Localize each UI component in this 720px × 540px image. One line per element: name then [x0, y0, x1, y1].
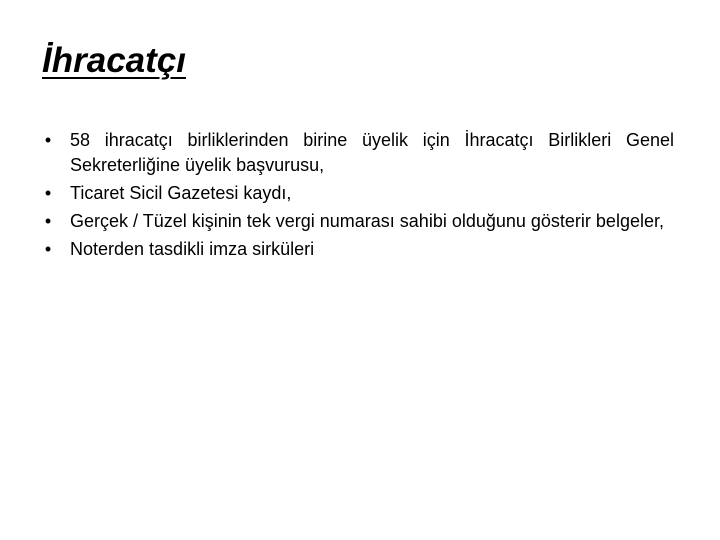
bullet-text-signature-circular: Noterden tasdikli imza sirküleri	[70, 239, 315, 259]
bullet-list	[36, 128, 674, 265]
bullet-text-tax-number: Gerçek / Tüzel kişinin tek vergi numarası sahibi olduğunu gösterir belgeler,	[70, 211, 664, 231]
bullet-icon: •	[44, 130, 52, 150]
bullet-text-membership: 58 ihracatçı birliklerinden birine üyelik için İhracatçı Birlikleri Genel Sekreterliğine üyelik başvurusu,	[70, 130, 674, 175]
list-item	[36, 237, 674, 262]
bullet-icon: •	[44, 239, 52, 259]
bullet-icon: •	[44, 211, 52, 231]
list-item	[36, 181, 674, 206]
slide-title: İhracatçı	[42, 41, 186, 80]
list-item	[36, 209, 674, 234]
bullet-text-trade-registry: Ticaret Sicil Gazetesi kaydı,	[70, 183, 292, 203]
list-item	[36, 128, 674, 178]
bullet-icon: •	[44, 183, 52, 203]
